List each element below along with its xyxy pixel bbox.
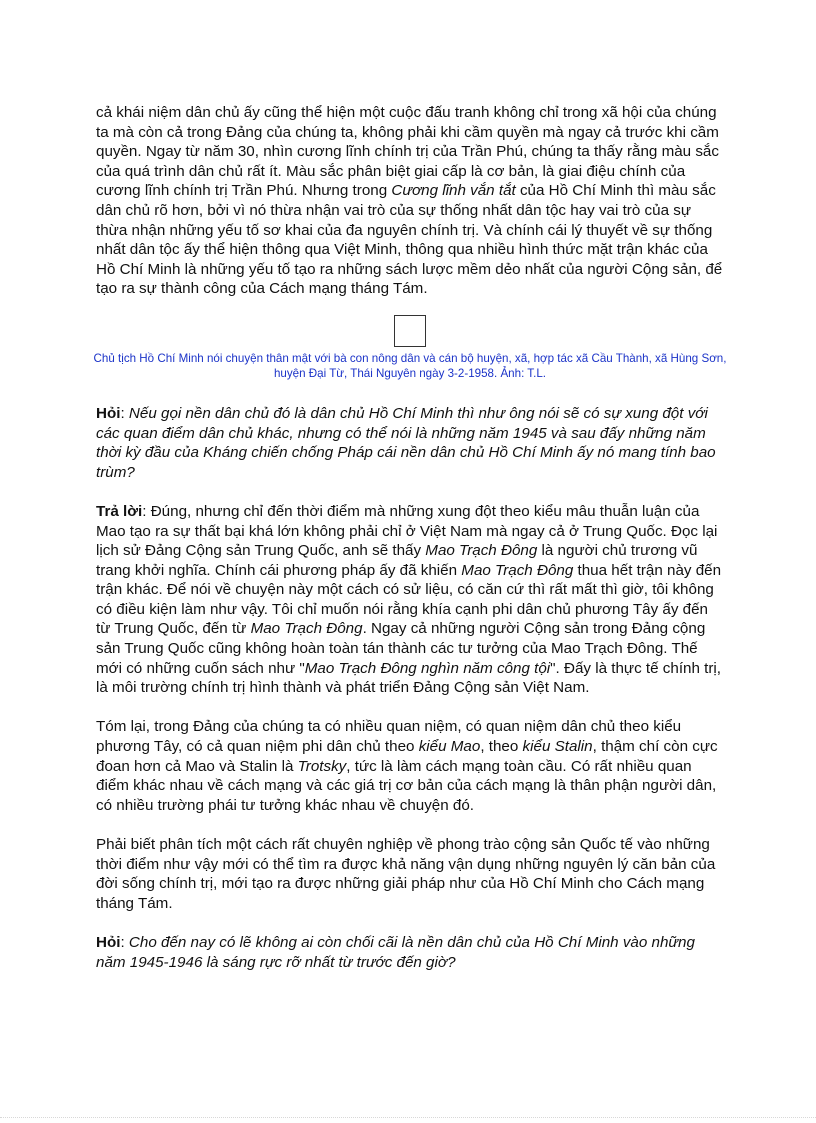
emphasis-trotsky: Trotsky [297,757,347,775]
page-bottom-divider [0,1117,816,1118]
text-run: , tức là làm cách mạng toàn cầu. Có rất nhiều quan điểm khác nhau về cách mạng và các giá trị cơ bản của cách mạng là thân phận người dân, có nhiều trường phái tư tưởng khác nhau về chuyện đó. [96,757,717,814]
document-body [93,103,727,972]
text-run: thua hết trận này đến trận khác. Để nói về chuyện này một cách có sử liệu, có căn cứ thì rất mất thì giờ, tôi không có điều kiện làm như vậy. Tôi chỉ muốn nói rằng khía cạnh phi dân chủ phương Tây ấy đến từ Trung Quốc, đến từ [96,561,722,638]
paragraph-analysis: Phải biết phân tích một cách rất chuyên nghiệp về phong trào cộng sản Quốc tế vào những thời điểm như vậy mới có thể tìm ra được khả năng vận dụng những nguyên lý căn bản của đời sống chính trị, mới tạo ra được những giải pháp như của Hồ Chí Minh cho Cách mạng tháng Tám. [96,836,716,912]
paragraph-summary [96,717,724,815]
answer-1 [96,502,724,698]
text-run: cả khái niệm dân chủ ấy cũng thể hiện một cuộc đấu tranh không chỉ trong xã hội của chúng ta mà còn cả trong Đảng của chúng ta, không phải khi cầm quyền mà ngay cả trước khi cầm quyền. Ngay từ năm 30, nhìn cương lĩnh chính trị của Trần Phú, chúng ta thấy rằng màu sắc của quá trình dân chủ rất ít. Màu sắc phân biệt giai cấp là cơ bản, là giai điệu chính của cương lĩnh chính trị Trần Phú. Nhưng trong [96,104,719,200]
question-1 [96,404,724,482]
text-run: . Ngay cả những người Cộng sản trong Đảng cộng sản Trung Quốc cũng không hoàn toàn tán thành các tư tưởng của Mao Trạch Đông. Thế mới có những cuốn sách như " [96,620,706,677]
text-run: là người chủ trương vũ trang khởi nghĩa. Chính cái phương pháp ấy đã khiến [96,542,698,579]
text-run: , theo [480,738,523,756]
label-separator: : [120,933,129,951]
question-label: Hỏi [96,933,121,951]
question-label: Hỏi [96,404,121,422]
photo-caption: Chủ tịch Hồ Chí Minh nói chuyện thân mật với bà con nông dân và cán bộ huyện, xã, hợp tác xã Cầu Thành, xã Hùng Sơn, huyện Đại Từ, Thái Nguyên ngày 3-2-1958. Ảnh: T.L. [93,351,727,381]
label-separator: : [120,404,129,422]
text-run: Tóm lại, trong Đảng của chúng ta có nhiều quan niệm, có quan niệm dân chủ theo kiểu phương Tây, có cả quan niệm phi dân chủ theo [96,718,682,756]
emphasis-mao: Mao Trạch Đông [425,542,538,560]
emphasis-book-title: Mao Trạch Đông nghìn năm công tội [304,659,551,677]
paragraph-democracy-struggle [96,103,724,299]
emphasis-cuong-linh: Cương lĩnh vắn tắt [391,182,516,200]
photo-placeholder [394,315,426,347]
question-2 [96,933,724,972]
text-run: ". Đấy là thực tế chính trị, là môi trường chính trị hình thành và phát triển Đảng Cộng sản Việt Nam. [96,659,722,697]
answer-label: Trả lời [96,502,143,520]
text-run: , thậm chí còn cực đoan hơn cả Mao và Stalin là [96,738,718,775]
emphasis-kieu-mao: kiểu Mao [418,738,481,756]
emphasis-mao: Mao Trạch Đông [250,620,363,638]
photo-figure [93,315,727,382]
emphasis-kieu-stalin: kiểu Stalin [522,738,593,756]
emphasis-mao: Mao Trạch Đông [461,561,574,579]
text-run: của Hồ Chí Minh thì màu sắc dân chủ rõ hơn, bởi vì nó thừa nhận vai trò của sự thống nhất dân tộc hay vai trò của sự thừa nhận những yếu tố sơ khai của đa nguyên chính trị. Và chính cái lý thuyết về sự thống nhất dân tộc ấy thể hiện thông qua Việt Minh, thông qua nhiều hình thức mặt trận khác của Hồ Chí Minh là những yếu tố tạo ra những sách lược mềm dẻo nhất của người Cộng sản, để tạo ra sự thành công của Cách mạng tháng Tám. [96,182,723,298]
question-text: Nếu gọi nền dân chủ đó là dân chủ Hồ Chí Minh thì như ông nói sẽ có sự xung đột với các quan điểm dân chủ khác, nhưng có thể nói là những năm 1945 và sau đấy những năm thời kỳ đầu của Kháng chiến chống Pháp cái nền dân chủ Hồ Chí Minh ấy nó mang tính bao trùm? [96,404,716,481]
text-run: : Đúng, nhưng chỉ đến thời điểm mà những xung đột theo kiểu mâu thuẫn luận của Mao tạo ra sự thất bại khá lớn không phải chỉ ở Việt Nam mà ngay cả ở Trung Quốc. Đọc lại lịch sử Đảng Cộng sản Trung Quốc, anh sẽ thấy [96,502,718,560]
question-text: Cho đến nay có lẽ không ai còn chối cãi là nền dân chủ của Hồ Chí Minh vào những năm 1945-1946 là sáng rực rỡ nhất từ trước đến giờ? [96,933,695,971]
